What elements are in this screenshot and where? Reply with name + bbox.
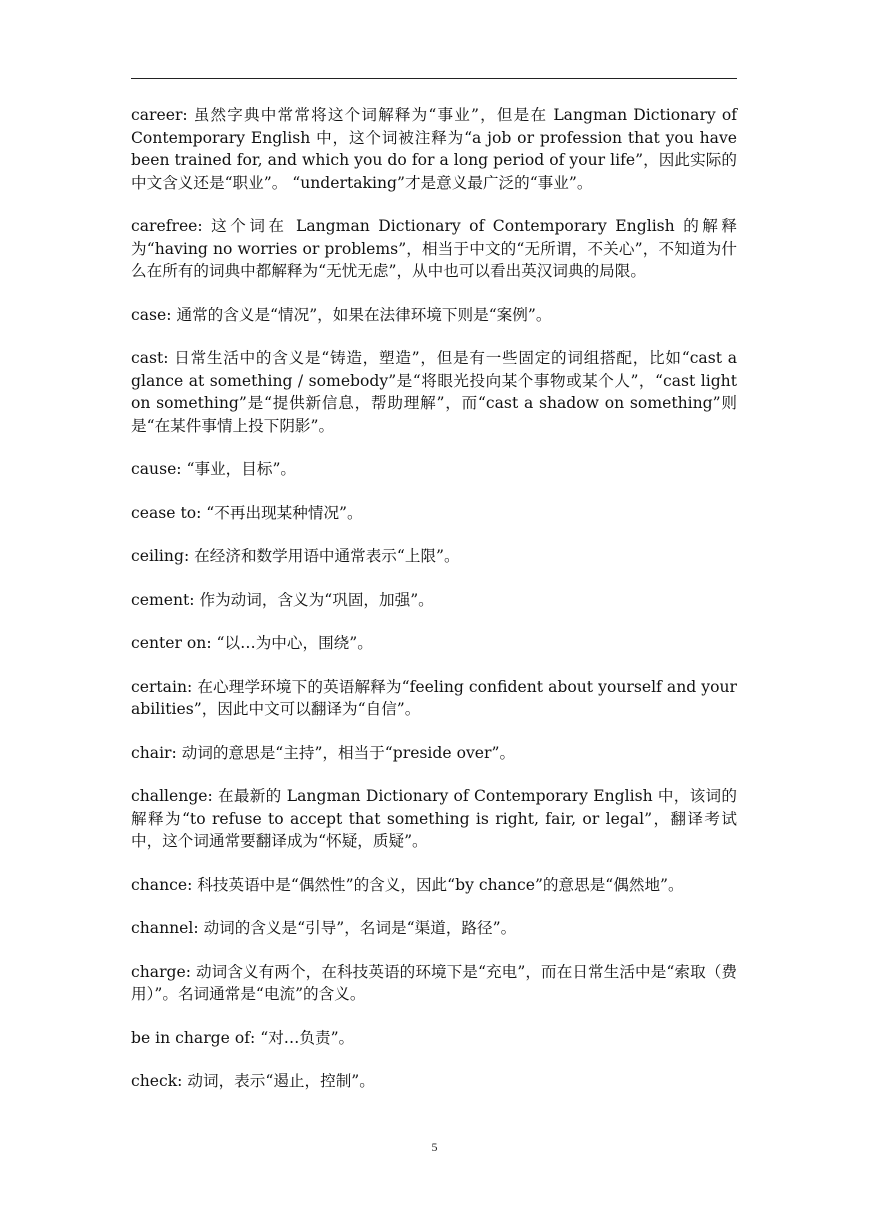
entry-chair: chair: 动词的意思是“主持”，相当于“preside over”。 (131, 743, 516, 762)
entry-cause: cause: “事业，目标”。 (131, 460, 297, 478)
page-number: 5 (431, 1140, 438, 1154)
entry-case: case: 通常的含义是“情况”，如果在法律环境下则是“案例”。 (131, 305, 552, 324)
glossary-content (131, 104, 737, 1114)
entry-challenge: challenge: 在最新的 Langman Dictionary of Contemporary English 中，该词的解释为“to refuse to accept that something is right, fair, or legal”，翻译考试中，这个词通常要翻译成为“怀疑，质疑”。 (131, 787, 737, 850)
entry-chance: chance: 科技英语中是“偶然性”的含义，因此“by chance”的意思是“偶然地”。 (131, 875, 684, 894)
entry-charge: charge: 动词含义有两个，在科技英语的环境下是“充电”，而在日常生活中是“索取（费用）”。名词通常是“电流”的含义。 (131, 962, 737, 1003)
entry-certain: certain: 在心理学环境下的英语解释为“feeling confident about yourself and your abilities”，因此中文可以翻译为“自信”。 (131, 677, 737, 718)
entry-center-on: center on: “以…为中心，围绕”。 (131, 634, 373, 652)
header-rule (131, 78, 737, 79)
entry-cast: cast: 日常生活中的含义是“铸造，塑造”，但是有一些固定的词组搭配，比如“cast a glance at something / somebody”是“将眼光投向某个事物或某个人”，“cast light on something”是“提供新信息，帮助理解”，而“cast a shadow on something”则是“在某件事情上投下阴影”。 (131, 349, 737, 435)
entry-be-in-charge-of: be in charge of: “对…负责”。 (131, 1028, 355, 1047)
entry-cease-to: cease to: “不再出现某种情况”。 (131, 503, 363, 522)
entry-career: career: 虽然字典中常常将这个词解释为“事业”，但是在 Langman Dictionary of Contemporary English 中，这个词被注释为“a job or profession that you have been trained for, and which you do for a long period of your life”，因此实际的中文含义还是“职业”。 “undertaking”才是意义最广泛的“事业”。 (131, 106, 737, 192)
entry-carefree: carefree: 这个词在 Langman Dictionary of Contemporary English 的解释为“having no worries or problems”，相当于中文的“无所谓，不关心”，不知道为什么在所有的词典中都解释为“无忧无虑”，从中也可以看出英汉词典的局限。 (131, 217, 737, 280)
entry-channel: channel: 动词的含义是“引导”，名词是“渠道，路径”。 (131, 919, 517, 937)
entry-check: check: 动词，表示“遏止，控制”。 (131, 1072, 375, 1090)
entry-cement: cement: 作为动词，含义为“巩固，加强”。 (131, 590, 434, 609)
entry-ceiling: ceiling: 在经济和数学用语中通常表示“上限”。 (131, 547, 460, 565)
